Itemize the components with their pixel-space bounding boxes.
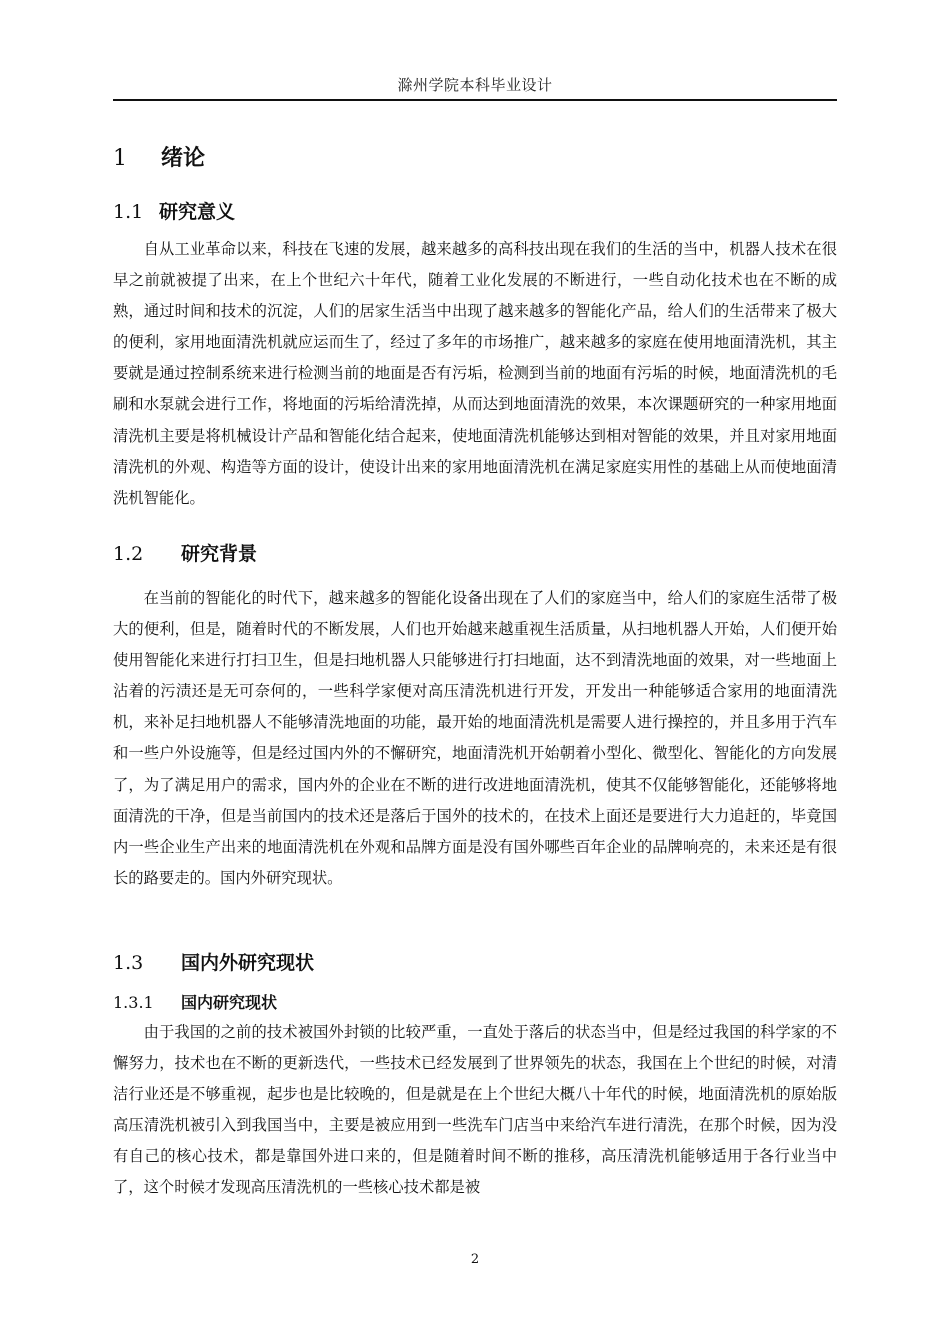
- paragraph-research-background: 在当前的智能化的时代下，越来越多的智能化设备出现在了人们的家庭当中，给人们的家庭生活带了极大的便利，但是，随着时代的不断发展，人们也开始越来越重视生活质量，从扫地机器人开始，人们便开始使用智能化来进行打扫卫生，但是扫地机器人只能够进行打扫地面，达不到清洗地面的效果，对一些地面上沾着的污渍还是无可奈何的，一些科学家便对高压清洗机进行开发，开发出一种能够适合家用的地面清洗机，来补足扫地机器人不能够清洗地面的功能，最开始的地面清洗机是需要人进行操控的，并且多用于汽车和一些户外设施等，但是经过国内外的不懈研究，地面清洗机开始朝着小型化、微型化、智能化的方向发展了，为了满足用户的需求，国内外的企业在不断的进行改进地面清洗机，使其不仅能够智能化，还能够将地面清洗的干净，但是当前国内的技术还是落后于国外的技术的，在技术上面还是要进行大力追赶的，毕竟国内一些企业生产出来的地面清洗机在外观和品牌方面是没有国外哪些百年企业的品牌响亮的，未来还是有很长的路要走的。国内外研究现状。: [113, 589, 837, 887]
- subsection-title: 国内研究现状: [181, 993, 278, 1012]
- section-heading-1-2: [113, 539, 257, 566]
- header-rule: [113, 99, 837, 101]
- running-header: 滁州学院本科毕业设计: [397, 76, 553, 94]
- subsection-number: 1.3.1: [113, 993, 154, 1012]
- section-number: 1.2: [113, 543, 144, 565]
- section-title: 研究背景: [181, 543, 258, 565]
- section-title: 国内外研究现状: [181, 952, 315, 974]
- section-number: 1.3: [113, 952, 144, 974]
- section-heading-1-1: [113, 197, 235, 224]
- page-number: 2: [470, 1252, 480, 1267]
- chapter-title: 绪论: [161, 146, 206, 171]
- subsection-heading-1-3-1: [113, 990, 277, 1013]
- section-title: 研究意义: [159, 201, 236, 223]
- section-heading-1-3: [113, 948, 314, 975]
- chapter-number: 1: [113, 146, 127, 171]
- paragraph-research-significance: 自从工业革命以来，科技在飞速的发展，越来越多的高科技出现在我们的生活的当中，机器人技术在很早之前就被提了出来，在上个世纪六十年代，随着工业化发展的不断进行，一些自动化技术也在不断的成熟，通过时间和技术的沉淀，人们的居家生活当中出现了越来越多的智能化产品，给人们的生活带来了极大的便利，家用地面清洗机就应运而生了，经过了多年的市场推广，越来越多的家庭在使用地面清洗机，其主要就是通过控制系统来进行检测当前的地面是否有污垢，检测到当前的地面有污垢的时候，地面清洗机的毛刷和水泵就会进行工作，将地面的污垢给清洗掉，从而达到地面清洗的效果，本次课题研究的一种家用地面清洗机主要是将机械设计产品和智能化结合起来，使地面清洗机能够达到相对智能的效果，并且对家用地面清洗机的外观、构造等方面的设计，使设计出来的家用地面清洗机在满足家庭实用性的基础上从而使地面清洗机智能化。: [113, 240, 837, 507]
- paragraph-domestic-research: 由于我国的之前的技术被国外封锁的比较严重，一直处于落后的状态当中，但是经过我国的科学家的不懈努力，技术也在不断的更新迭代，一些技术已经发展到了世界领先的状态，我国在上个世纪的时候，对清洁行业还是不够重视，起步也是比较晚的，但是就是在上个世纪大概八十年代的时候，地面清洗机的原始版高压清洗机被引入到我国当中，主要是被应用到一些洗车门店当中来给汽车进行清洗，在那个时候，因为没有自己的核心技术，都是靠国外进口来的，但是随着时间不断的推移，高压清洗机能够适用于各行业当中了，这个时候才发现高压清洗机的一些核心技术都是被: [113, 1023, 837, 1197]
- section-number: 1.1: [113, 201, 144, 223]
- chapter-heading: [113, 141, 205, 172]
